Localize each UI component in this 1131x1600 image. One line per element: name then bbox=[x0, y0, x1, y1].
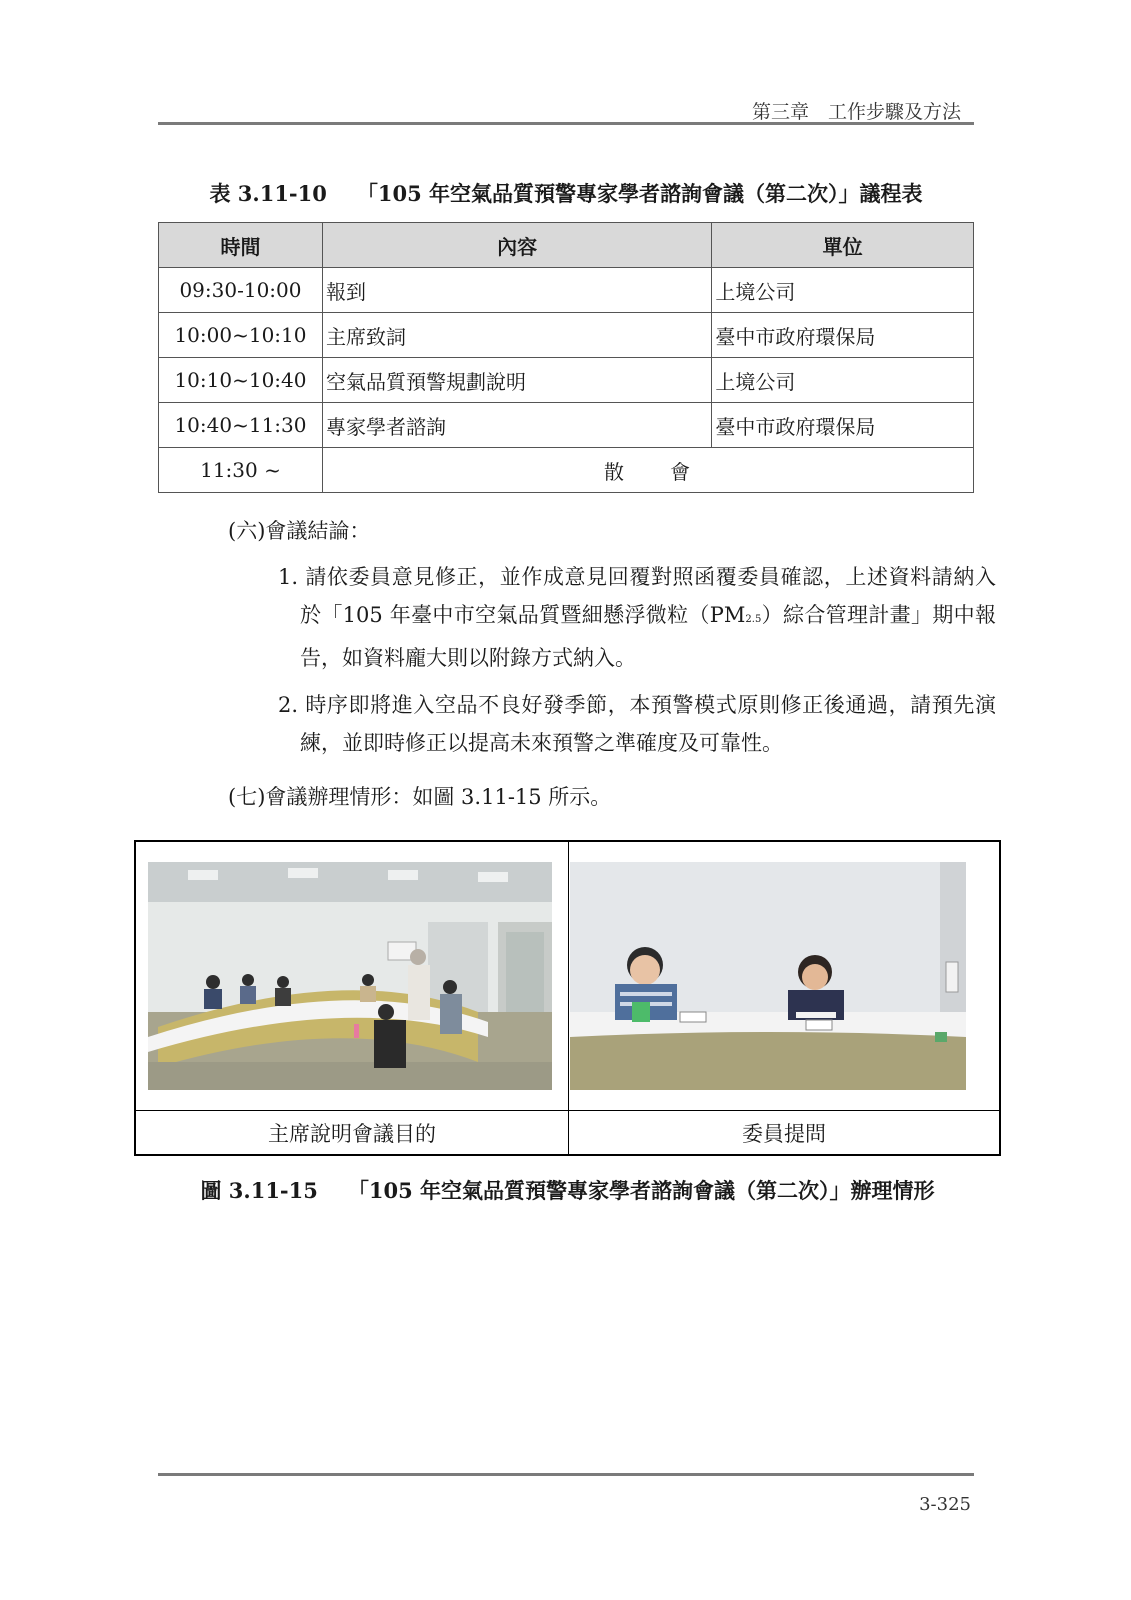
cell-content: 空氣品質預警規劃說明 bbox=[322, 358, 711, 403]
item-text-part2: ）綜合管理計畫」期中報告，如資料龐大則以附錄方式納入。 bbox=[300, 603, 997, 670]
table-row bbox=[159, 313, 974, 358]
meeting-photo-question bbox=[570, 862, 966, 1090]
cell-unit: 上境公司 bbox=[712, 268, 974, 313]
footer-rule bbox=[158, 1473, 974, 1476]
table-row bbox=[159, 358, 974, 403]
photo-divider-vertical bbox=[568, 842, 569, 1154]
header-time: 時間 bbox=[159, 223, 323, 268]
cell-time: 11:30 ~ bbox=[159, 448, 323, 493]
cell-time: 10:10~10:40 bbox=[159, 358, 323, 403]
cell-adjourn: 散 會 bbox=[322, 448, 973, 493]
meeting-status: (七)會議辦理情形：如圖 3.11-15 所示。 bbox=[228, 785, 612, 809]
cell-content: 報到 bbox=[322, 268, 711, 313]
committee-illustration bbox=[570, 862, 966, 1090]
table-row bbox=[159, 403, 974, 448]
table-title: 「105 年空氣品質預警專家學者諮詢會議（第二次）」議程表 bbox=[356, 181, 923, 206]
figure-title: 「105 年空氣品質預警專家學者諮詢會議（第二次）」辦理情形 bbox=[347, 1178, 935, 1203]
table-caption bbox=[158, 178, 974, 208]
header-unit: 單位 bbox=[712, 223, 974, 268]
chapter-header: 第三章 工作步驟及方法 bbox=[751, 101, 961, 123]
table-row bbox=[159, 448, 974, 493]
item-number: 2. bbox=[278, 693, 299, 717]
meeting-room-illustration bbox=[148, 862, 552, 1090]
meeting-photo-chair bbox=[148, 862, 552, 1090]
cell-unit: 臺中市政府環保局 bbox=[712, 403, 974, 448]
agenda-table bbox=[158, 222, 974, 493]
figure-number: 圖 3.11-15 bbox=[200, 1178, 318, 1203]
table-header-row bbox=[159, 223, 974, 268]
photo-caption-right: 委員提問 bbox=[742, 1122, 826, 1146]
cell-time: 10:00~10:10 bbox=[159, 313, 323, 358]
photo-caption-left: 主席說明會議目的 bbox=[268, 1122, 436, 1146]
header-rule bbox=[158, 122, 974, 125]
cell-content: 專家學者諮詢 bbox=[322, 403, 711, 448]
conclusion-item-2 bbox=[278, 686, 996, 762]
cell-content: 主席致詞 bbox=[322, 313, 711, 358]
conclusion-heading: (六)會議結論： bbox=[228, 519, 371, 543]
table-number: 表 3.11-10 bbox=[209, 181, 327, 206]
header-content: 內容 bbox=[322, 223, 711, 268]
photo-divider-horizontal bbox=[136, 1110, 999, 1111]
figure-caption bbox=[134, 1175, 1001, 1205]
cell-unit: 臺中市政府環保局 bbox=[712, 313, 974, 358]
table-row bbox=[159, 268, 974, 313]
cell-time: 09:30-10:00 bbox=[159, 268, 323, 313]
conclusion-item-1 bbox=[278, 558, 996, 677]
cell-time: 10:40~11:30 bbox=[159, 403, 323, 448]
photo-table bbox=[134, 840, 1001, 1156]
item-text-part1: 請依委員意見修正，並作成意見回覆對照函覆委員確認，上述資料請納入於「105 年臺中市空氣品質暨細懸浮微粒（PM bbox=[300, 565, 996, 627]
item-number: 1. bbox=[278, 565, 299, 589]
pm-subscript: 2.5 bbox=[745, 614, 762, 625]
page-number: 3-325 bbox=[919, 1494, 971, 1515]
item-text: 時序即將進入空品不良好發季節，本預警模式原則修正後通過，請預先演練，並即時修正以提高未來預警之準確度及可靠性。 bbox=[300, 693, 996, 755]
cell-unit: 上境公司 bbox=[712, 358, 974, 403]
